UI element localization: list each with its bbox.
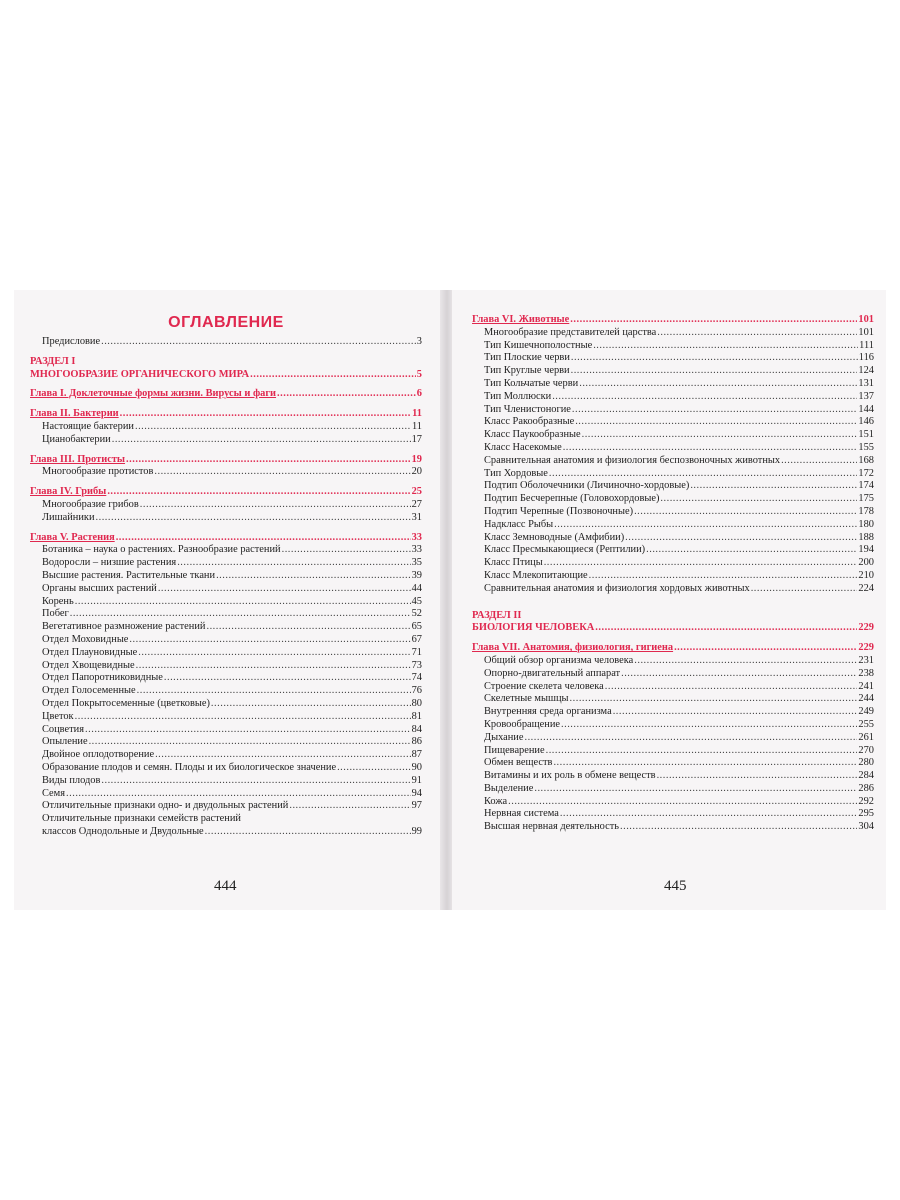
entry-page: 65 [411,621,422,633]
toc-entry [472,693,874,706]
entry-title: Лишайники [42,511,95,523]
toc-entry-list [30,544,422,813]
entry-page: 20 [411,466,422,478]
entry-title: Многообразие грибов [42,498,139,510]
entry-page: 144 [858,403,874,415]
entry-page: 249 [858,706,874,718]
entry-page: 131 [858,377,874,389]
toc-entry [472,468,874,481]
toc-entry-preface [30,336,422,349]
entry-title: Отдел Хвощевидные [42,659,135,671]
entry-title: Витамины и их роль в обмене веществ [484,770,656,782]
entry-title: Настоящие бактерии [42,420,134,432]
entry-title: Класс Млекопитающие [484,569,588,581]
entry-title: Тип Кольчатые черви [484,377,579,389]
entry-page: 19 [411,453,422,465]
entry-title: Отличительные признаки одно- и двудольных растений [42,800,289,812]
entry-title: Многообразие протистов [42,466,154,478]
toc-entry [472,732,874,745]
toc-entry [30,711,422,724]
entry-title: Внутренняя среда организма [484,706,612,718]
entry-title: Корень [42,595,74,607]
entry-title: Отдел Покрытосеменные (цветковые) [42,697,210,709]
entry-title: Многообразие представителей царства [484,326,657,338]
toc-entry [30,570,422,583]
toc-entry [472,404,874,417]
entry-page: 11 [412,408,422,420]
toc-entry [472,506,874,519]
toc-entry [472,706,874,719]
toc-entry [30,466,422,479]
entry-title: Глава VI. Животные [472,314,570,325]
toc-entry-list [30,466,422,479]
toc-entry [472,655,874,668]
entry-title: Дыхание [484,731,524,743]
entry-page: 155 [858,441,874,453]
entry-title: Пищеварение [484,744,545,756]
entry-page: 261 [858,731,874,743]
toc-entry [472,493,874,506]
entry-title: Глава VII. Анатомия, физиология, гигиена [472,642,674,654]
toc-entry [472,378,874,391]
entry-page: 35 [411,557,422,569]
toc-entry [472,821,874,834]
entry-title: Органы высших растений [42,582,157,594]
entry-title: Кожа [484,795,508,807]
toc-entry [30,813,422,826]
entry-page: 17 [411,433,422,445]
entry-page: 111 [859,339,874,351]
entry-page: 80 [411,697,422,709]
entry-page: 71 [411,646,422,658]
entry-page: 45 [411,595,422,607]
toc-entry [472,557,874,570]
entry-page: 5 [416,368,422,380]
toc-entry [30,788,422,801]
entry-page: 97 [411,800,422,812]
entry-page: 39 [411,569,422,581]
entry-title: Предисловие [42,336,101,347]
entry-page: 168 [858,454,874,466]
entry-page: 255 [858,718,874,730]
toc-entry [30,800,422,813]
toc-entry [30,512,422,525]
entry-title: Класс Птицы [484,557,543,569]
entry-title: Цветок [42,710,74,722]
toc-entry [30,421,422,434]
entry-page: 137 [858,390,874,402]
toc-entry [30,583,422,596]
entry-page: 74 [411,672,422,684]
toc-entry [30,499,422,512]
entry-page: 3 [416,336,422,347]
entry-title: Глава II. Бактерии [30,408,119,420]
toc-entry [30,544,422,557]
entry-title: МНОГООБРАЗИЕ ОРГАНИЧЕСКОГО МИРА [30,368,250,380]
chapter-heading [30,454,422,467]
toc-entry [30,775,422,788]
entry-title: Опыление [42,736,88,748]
toc-entry [30,736,422,749]
entry-page: 286 [858,782,874,794]
entry-page: 44 [411,582,422,594]
entry-page: 87 [411,749,422,761]
entry-page: 178 [858,505,874,517]
entry-page: 52 [411,608,422,620]
toc-entry [472,796,874,809]
entry-page: 188 [858,531,874,543]
toc-right [472,314,874,834]
entry-title: Подтип Оболочечники (Личиночно-хордовые) [484,480,690,492]
entry-title: Водоросли – низшие растения [42,557,177,569]
toc-entry [30,621,422,634]
entry-title: Класс Насекомые [484,441,562,453]
toc-entry [472,583,874,596]
toc-entry [472,519,874,532]
entry-page: 33 [411,544,422,556]
entry-page: 84 [411,723,422,735]
entry-title: Тип Круглые черви [484,365,570,377]
toc-entry [472,808,874,821]
entry-page: 304 [858,821,874,833]
left-page [14,290,442,910]
toc-entry [30,724,422,737]
entry-page: 91 [411,774,422,786]
section-title [30,369,422,382]
entry-title: Отдел Голосеменные [42,685,136,697]
entry-title: Образование плодов и семян. Плоды и их биологическое значение [42,761,337,773]
toc-entry [472,783,874,796]
right-page [452,290,886,910]
entry-title: Сравнительная анатомия и физиология хордовых животных [484,582,750,594]
toc-entry [30,672,422,685]
toc-entry [30,698,422,711]
entry-page: 94 [411,787,422,799]
toc-entry [472,352,874,365]
toc-entry [30,660,422,673]
entry-page: 224 [858,582,874,594]
entry-page: 295 [858,808,874,820]
page-number: 444 [214,878,237,894]
entry-page: 200 [858,557,874,569]
toc-entry [472,365,874,378]
entry-title: Высшие растения. Растительные ткани [42,569,216,581]
entry-title: Надкласс Рыбы [484,518,554,530]
entry-title: Класс Пресмыкающиеся (Рептилии) [484,544,646,556]
entry-title: Отдел Папоротниковидные [42,672,163,684]
entry-title: Класс Ракообразные [484,416,575,428]
toc-entry [472,532,874,545]
section-label: РАЗДЕЛ II [472,609,522,621]
entry-title: Глава I. Доклеточные формы жизни. Вирусы и фаги [30,388,277,400]
entry-page: 284 [858,770,874,782]
toc-entry [30,749,422,762]
entry-page: 172 [858,467,874,479]
entry-title: Класс Земноводные (Амфибии) [484,531,625,543]
entry-page: 229 [858,642,874,654]
entry-title: Побег [42,608,69,620]
entry-page: 238 [858,667,874,679]
entry-page: 67 [411,633,422,645]
entry-page: 174 [858,480,874,492]
entry-page: 11 [411,420,422,432]
entry-title: Тип Моллюски [484,390,552,402]
toc-entry [472,719,874,732]
entry-title: Обмен веществ [484,757,553,769]
entry-title: Тип Плоские черви [484,352,570,364]
entry-title: Высшая нервная деятельность [484,821,619,833]
toc-entry [472,757,874,770]
chapter-heading [30,486,422,499]
entry-title: Виды плодов [42,774,101,786]
section-title [472,622,874,635]
entry-page: 25 [411,486,422,498]
chapter-heading [30,408,422,421]
entry-title: Отдел Плауновидные [42,646,138,658]
entry-page: 99 [411,825,422,837]
entry-title: Отдел Моховидные [42,633,129,645]
toc-entry [472,681,874,694]
entry-page: 124 [858,365,874,377]
entry-title: Опорно-двигательный аппарат [484,667,621,679]
entry-page: 194 [858,544,874,556]
entry-title: Вегетативное размножение растений [42,621,206,633]
entry-title: Тип Кишечнополостные [484,339,593,351]
entry-title: Семя [42,787,66,799]
toc-entry [472,429,874,442]
entry-title: Общий обзор организма человека [484,654,634,666]
toc-entry [30,826,422,839]
toc-entry [472,442,874,455]
toc-entry-list [30,499,422,525]
entry-title: Тип Членистоногие [484,403,571,415]
toc-entry [30,557,422,570]
toc-entry [30,685,422,698]
entry-title: Выделение [484,782,534,794]
entry-title: Кровообращение [484,718,560,730]
entry-page: 175 [858,493,874,505]
entry-page: 33 [411,531,422,543]
section-label: РАЗДЕЛ I [30,355,76,367]
entry-page: 270 [858,744,874,756]
entry-page: 6 [416,388,422,400]
entry-title: БИОЛОГИЯ ЧЕЛОВЕКА [472,622,595,634]
toc-entry [472,480,874,493]
entry-title: Глава IV. Грибы [30,486,107,498]
entry-page: 31 [411,511,422,523]
entry-title: Глава III. Протисты [30,453,126,465]
entry-title: Глава V. Растения [30,531,115,543]
entry-title: Подтип Черепные (Позвоночные) [484,505,634,517]
toc-entry [472,668,874,681]
entry-page: 76 [411,685,422,697]
entry-title: Строение скелета человека [484,680,604,692]
chapter-heading [30,532,422,545]
entry-title: Тип Хордовые [484,467,548,479]
entry-page: 116 [858,352,874,364]
page-number: 445 [664,878,687,894]
entry-title: Класс Паукообразные [484,429,581,441]
entry-title: Нервная система [484,808,559,820]
toc-entry [472,544,874,557]
entry-page: 90 [411,761,422,773]
toc-entry [30,608,422,621]
toc-entry [472,327,874,340]
chapter-heading [472,314,874,327]
toc-entry-list [30,421,422,447]
entry-page: 27 [411,498,422,510]
entry-page: 101 [858,326,874,338]
toc-entry [472,455,874,468]
toc-entry-list [472,327,874,596]
entry-page: 229 [858,622,874,634]
entry-page: 180 [858,518,874,530]
toc-title: ОГЛАВЛЕНИЕ [168,314,284,331]
toc-entry [472,416,874,429]
entry-title: Цианобактерии [42,433,111,445]
entry-title: Соцветия [42,723,85,735]
toc-entry [472,391,874,404]
chapter-heading [472,642,874,655]
entry-page: 146 [858,416,874,428]
toc-left [30,314,422,839]
entry-title: Скелетные мышцы [484,693,569,705]
toc-entry [472,770,874,783]
toc-entry [472,570,874,583]
toc-entry [30,634,422,647]
entry-page: 101 [858,314,874,325]
entry-page: 292 [858,795,874,807]
entry-page: 210 [858,569,874,581]
entry-page: 151 [858,429,874,441]
toc-entry [30,762,422,775]
toc-entry-list [472,655,874,834]
entry-page: 73 [411,659,422,671]
entry-page: 231 [858,654,874,666]
toc-entry [30,434,422,447]
entry-page: 280 [858,757,874,769]
chapter-heading [30,388,422,401]
entry-title: Сравнительная анатомия и физиология беспозвоночных животных [484,454,781,466]
toc-entry [30,647,422,660]
toc-entry [472,745,874,758]
toc-entry [472,340,874,353]
entry-page: 86 [411,736,422,748]
entry-page: 241 [858,680,874,692]
toc-entry [30,596,422,609]
entry-title: Двойное оплодотворение [42,749,155,761]
entry-page: 244 [858,693,874,705]
entry-page: 81 [411,710,422,722]
entry-title: Отличительные признаки семейств растений [42,813,241,825]
entry-title: Ботаника – наука о растениях. Разнообразие растений [42,544,281,556]
entry-title: Подтип Бесчерепные (Головохордовые) [484,493,660,505]
entry-title: классов Однодольные и Двудольные [42,825,204,837]
